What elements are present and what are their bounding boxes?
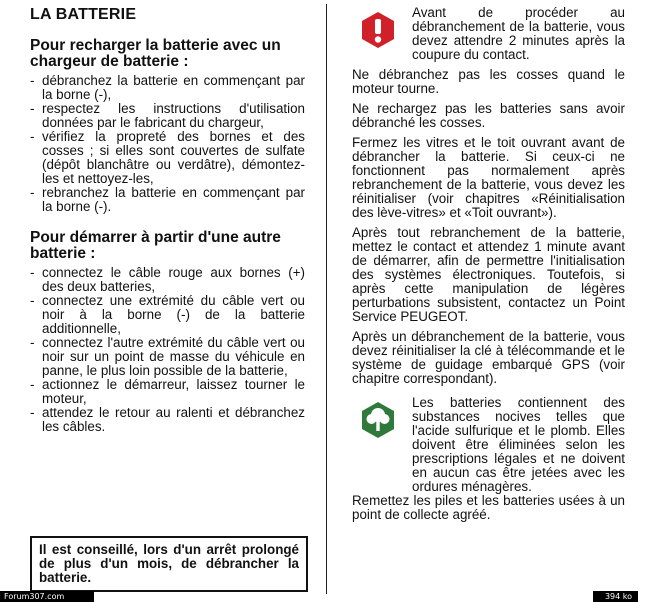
demarrer-list — [30, 266, 305, 434]
paragraph: Ne rechargez pas les batteries sans avoir débranché les cosses. — [352, 101, 625, 130]
list-item: - actionnez le démarreur, laissez tourner le moteur, — [30, 378, 305, 406]
right-column — [352, 6, 625, 528]
warning-block — [352, 6, 625, 62]
column-divider — [326, 4, 327, 594]
footer-site: Forum307.com — [0, 591, 94, 602]
warning-icon — [358, 10, 398, 50]
page-title: LA BATTERIE — [30, 6, 137, 23]
list-item: - vérifiez la propreté des bornes et des cosses ; si elles sont couvertes de sulfate (dépôt blanchâtre ou verdâtre), démontez-les et nettoyez-les, — [30, 130, 305, 186]
demarrer-heading: Pour démarrer à partir d'une autre batterie : — [30, 229, 281, 262]
list-item: - attendez le retour au ralenti et débranchez les câbles. — [30, 406, 305, 434]
list-item: - rebranchez la batterie en commençant par la borne (-). — [30, 186, 305, 214]
left-column — [30, 6, 305, 434]
tree-icon — [358, 400, 398, 440]
paragraph: Ne débranchez pas les cosses quand le moteur tourne. — [352, 67, 625, 96]
list-item: - débranchez la batterie en commençant par la borne (-), — [30, 74, 305, 102]
advice-box: Il est conseillé, lors d'un arrêt prolongé de plus d'un mois, de débrancher la batterie. — [30, 536, 308, 592]
list-item: - connectez une extrémité du câble vert ou noir à la borne (-) de la batterie additionnelle, — [30, 294, 305, 336]
environment-block — [352, 396, 625, 494]
paragraph: Après tout rebranchement de la batterie, mettez le contact et attendez 1 minute avant de démarrer, afin de permettre l'initialisation des systèmes électroniques. Toutefois, si après cette manipulation de légères perturbations subsistent, contactez un Point Service PEUGEOT. — [352, 225, 625, 324]
list-item: - connectez l'autre extrémité du câble vert ou noir sur un point de masse du véhicule en panne, le plus loin possible de la batterie, — [30, 336, 305, 378]
list-item: - respectez les instructions d'utilisation données par le fabricant du chargeur, — [30, 102, 305, 130]
footer-size: 394 ko — [593, 591, 638, 602]
warning-text: Avant de procéder au débranchement de la batterie, vous devez attendre 2 minutes après la coupure du contact. — [412, 5, 625, 62]
recharge-list — [30, 74, 305, 214]
environment-text: Les batteries contiennent des substances nocives telles que l'acide sulfurique et le plomb. Elles doivent être éliminées selon les prescriptions légales et ne doivent en aucun cas être jetées avec les ordures ménagères. — [412, 395, 625, 494]
list-item: - connectez le câble rouge aux bornes (+) des deux batteries, — [30, 266, 305, 294]
environment-followup: Remettez les piles et les batteries usées à un point de collecte agréé. — [352, 493, 625, 522]
paragraph: Après un débranchement de la batterie, vous devez réinitialiser la clé à télécommande et le système de guidage embarqué GPS (voir chapitre correspondant). — [352, 329, 625, 386]
paragraph: Fermez les vitres et le toit ouvrant avant de débrancher la batterie. Si ceux-ci ne fonctionnent pas normalement après rebranchement de la batterie, vous devez les réinitialiser (voir chapitres «Réinitialisation des lève-vitres» et «Toit ouvrant»). — [352, 135, 625, 220]
recharge-heading: Pour recharger la batterie avec un chargeur de batterie : — [30, 37, 281, 70]
